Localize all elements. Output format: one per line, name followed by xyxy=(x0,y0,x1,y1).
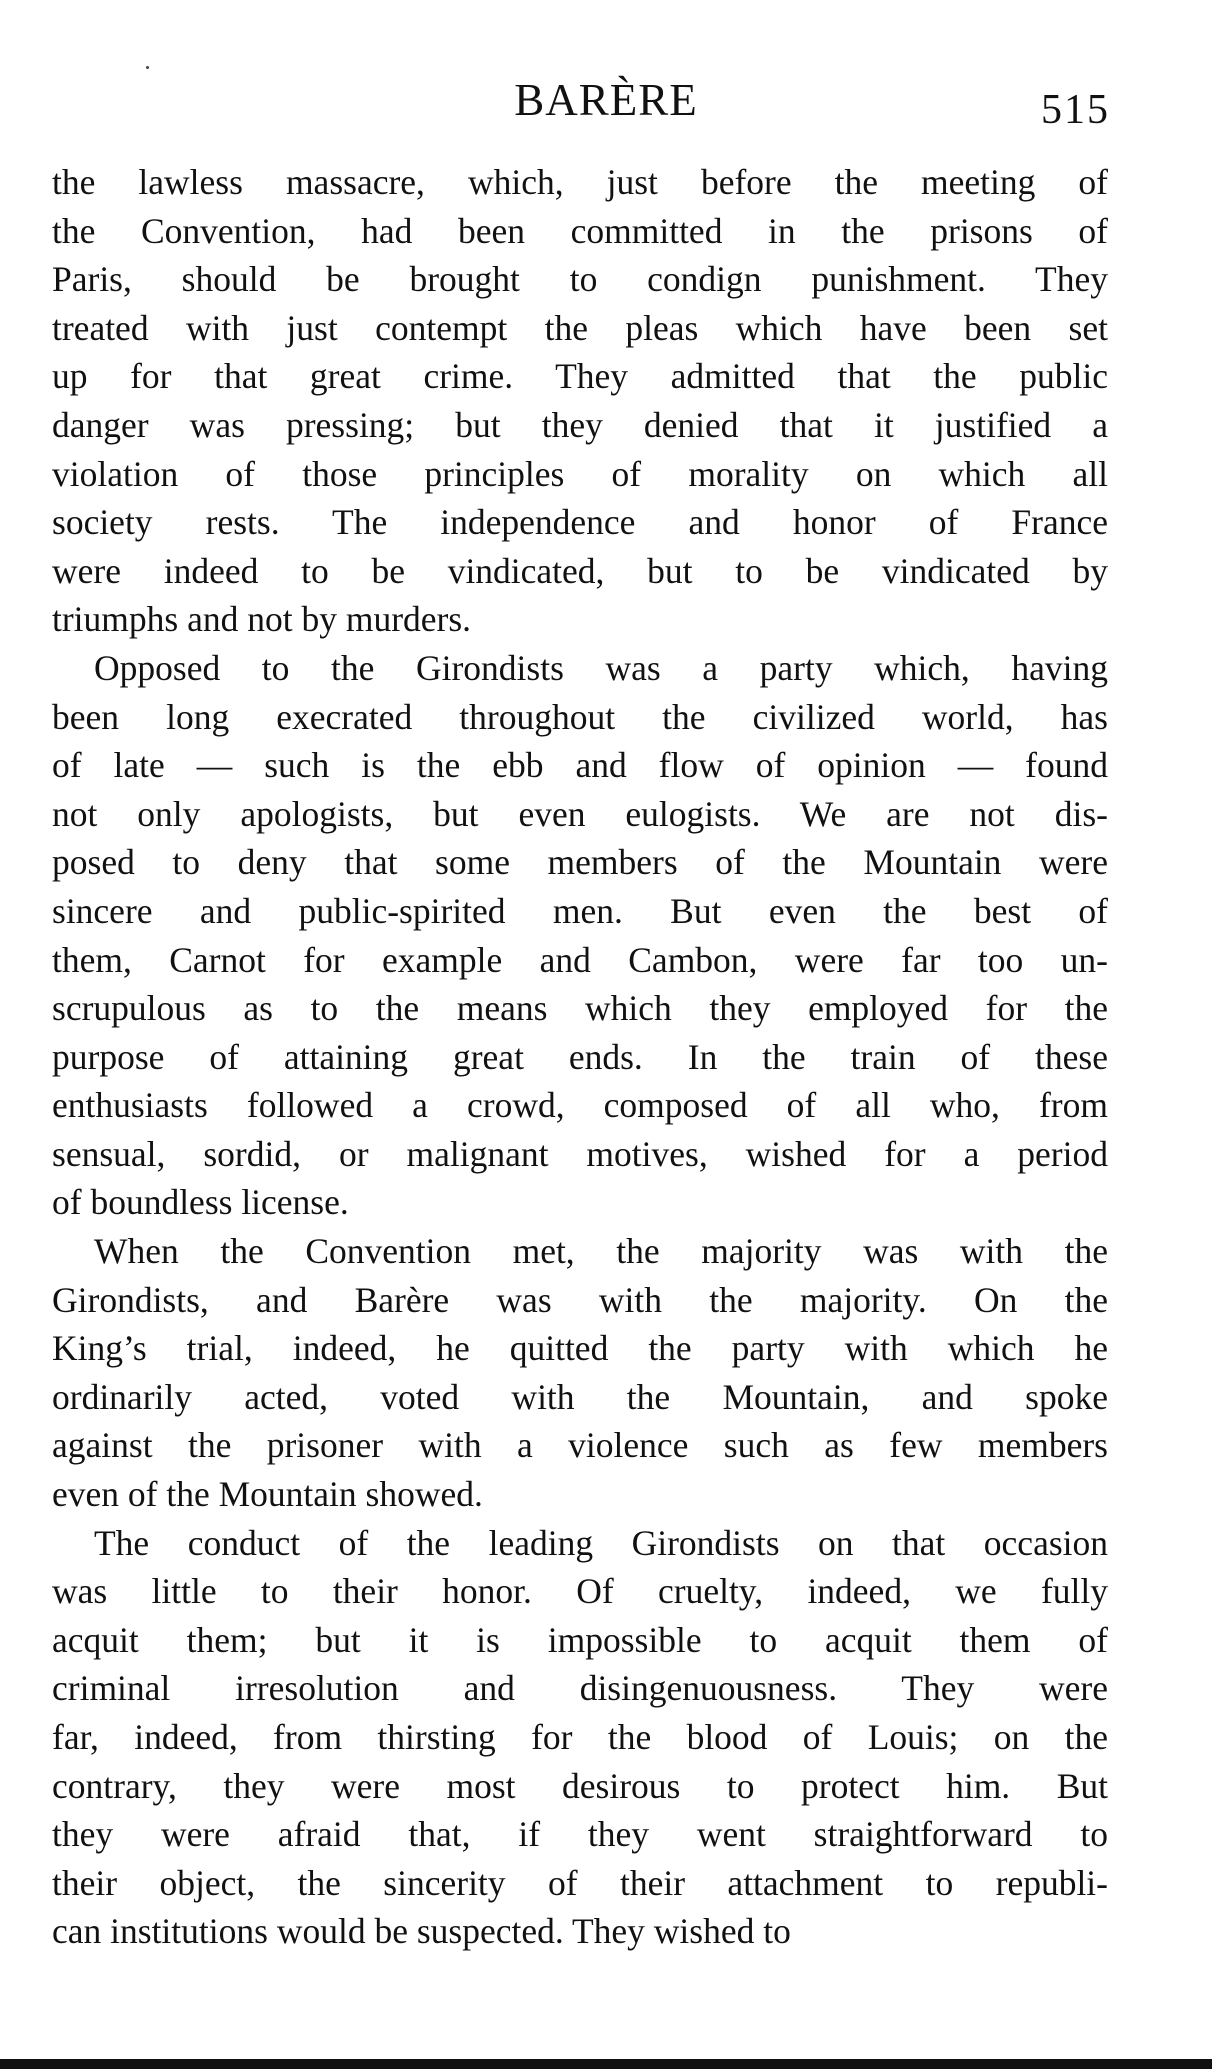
text-line: The conduct of the leading Girondists on that occasion xyxy=(94,1522,1108,1563)
text-line: scrupulous as to the means which they employed for the xyxy=(52,988,1108,1029)
print-fleck xyxy=(146,66,149,69)
bottom-edge-rule xyxy=(0,2059,1212,2069)
paragraph xyxy=(52,1227,1108,1519)
running-head-title: BARÈRE xyxy=(514,75,698,125)
text-line: even of the Mountain showed. xyxy=(52,1474,483,1515)
text-line: Opposed to the Girondists was a party which, having xyxy=(94,647,1108,688)
text-line: sincere and public-spirited men. But even the best of xyxy=(52,890,1108,931)
text-line: the lawless massacre, which, just before the meeting of xyxy=(52,162,1108,202)
text-line: ordinarily acted, voted with the Mountain, and spoke xyxy=(52,1376,1108,1417)
text-line: When the Convention met, the majority was with the xyxy=(94,1231,1108,1272)
body-text xyxy=(52,158,1108,1956)
paragraph xyxy=(52,1519,1108,1956)
text-line: contrary, they were most desirous to protect him. But xyxy=(52,1765,1108,1806)
text-line: society rests. The independence and honor of France xyxy=(52,502,1108,543)
text-line: of boundless license. xyxy=(52,1182,349,1223)
text-line: the Convention, had been committed in the prisons of xyxy=(52,210,1108,251)
text-line: was little to their honor. Of cruelty, indeed, we fully xyxy=(52,1571,1108,1612)
paragraph xyxy=(52,644,1108,1227)
text-line: King’s trial, indeed, he quitted the party with which he xyxy=(52,1328,1108,1369)
text-line: can institutions would be suspected. They wished to xyxy=(52,1911,791,1952)
text-line: posed to deny that some members of the Mountain were xyxy=(52,842,1108,883)
page-number: 515 xyxy=(1041,87,1110,133)
text-line: them, Carnot for example and Cambon, were far too un- xyxy=(52,939,1108,980)
text-line: sensual, sordid, or malignant motives, wished for a period xyxy=(52,1133,1108,1174)
text-line: were indeed to be vindicated, but to be vindicated by xyxy=(52,550,1108,591)
text-line: acquit them; but it is impossible to acquit them of xyxy=(52,1619,1108,1660)
text-line: their object, the sincerity of their attachment to republi- xyxy=(52,1862,1108,1903)
text-line: enthusiasts followed a crowd, composed of all who, from xyxy=(52,1085,1108,1126)
text-line: not only apologists, but even eulogists. We are not dis- xyxy=(52,793,1108,834)
text-line: danger was pressing; but they denied that it justified a xyxy=(52,404,1108,445)
text-line: far, indeed, from thirsting for the blood of Louis; on the xyxy=(52,1717,1108,1757)
text-line: against the prisoner with a violence such as few members xyxy=(52,1425,1108,1466)
text-line: Girondists, and Barère was with the majority. On the xyxy=(52,1279,1108,1320)
text-line: they were afraid that, if they went straightforward to xyxy=(52,1814,1108,1855)
text-line: up for that great crime. They admitted that the public xyxy=(52,356,1108,397)
text-line: of late — such is the ebb and flow of opinion — found xyxy=(52,745,1108,786)
text-line: criminal irresolution and disingenuousness. They were xyxy=(52,1668,1108,1709)
text-line: treated with just contempt the pleas which have been set xyxy=(52,307,1108,348)
paragraph xyxy=(52,158,1108,644)
text-line: been long execrated throughout the civilized world, has xyxy=(52,696,1108,737)
text-line: Paris, should be brought to condign punishment. They xyxy=(52,259,1108,300)
text-line: purpose of attaining great ends. In the train of these xyxy=(52,1036,1108,1077)
text-line: violation of those principles of morality on which all xyxy=(52,453,1108,494)
text-line: triumphs and not by murders. xyxy=(52,599,472,640)
running-head xyxy=(0,74,1212,134)
